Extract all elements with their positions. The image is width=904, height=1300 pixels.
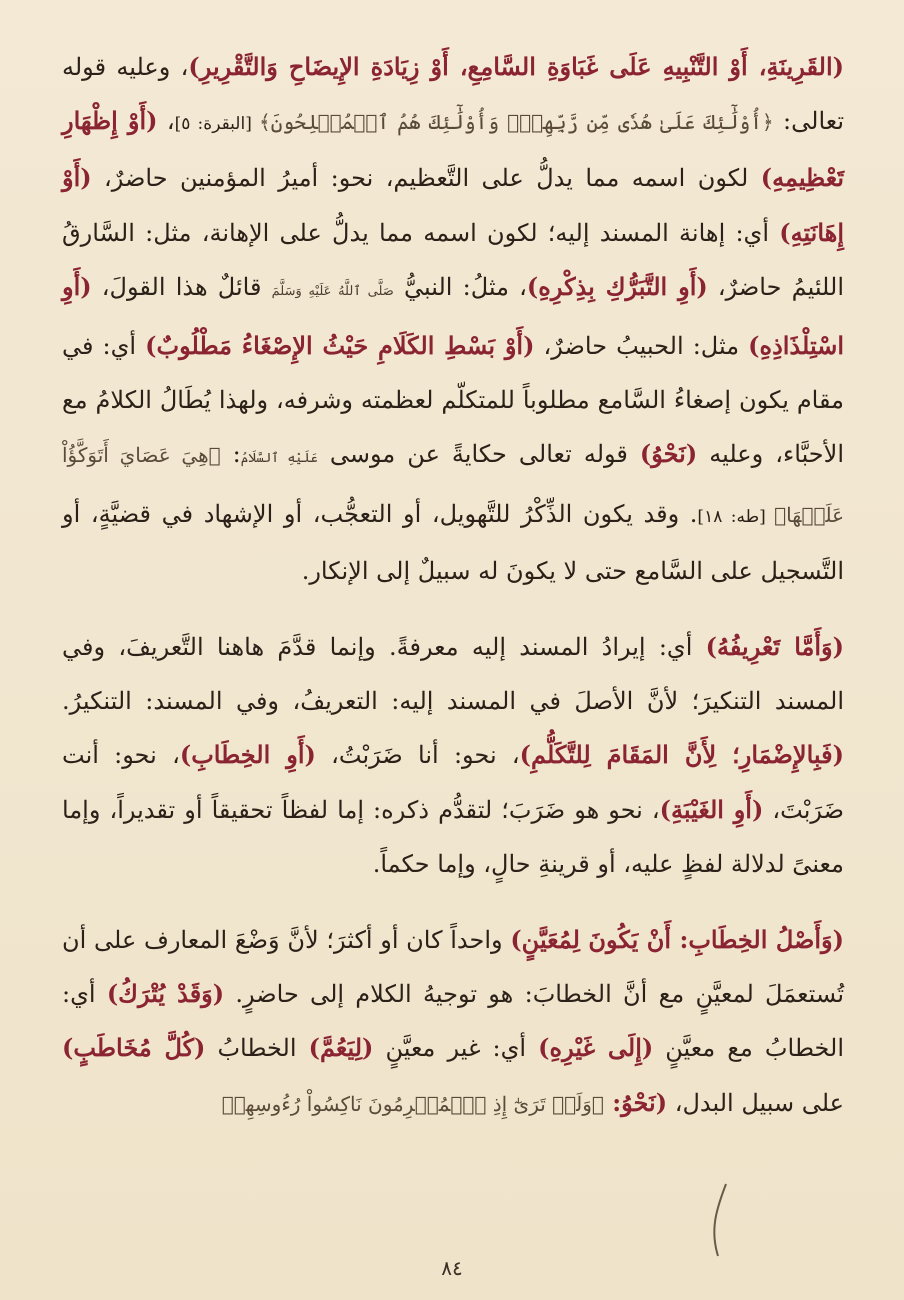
commentary-text: أي: الخطابُ مع معيَّنٍ: [62, 980, 844, 1063]
commentary-text: ،: [157, 107, 175, 136]
quran-verse: ﴿هِيَ عَصَايَ أَتَوَكَّؤُاْ عَلَيۡهَا﴾: [62, 443, 845, 527]
page-number: ٨٤: [441, 1256, 463, 1280]
quran-verse: ﴿وَلَوۡ تَرَىٰٓ إِذِ ٱلۡمُجۡرِمُونَ نَاكِسُواْ رُءُوسِهِمۡ: [221, 1091, 604, 1116]
matn-segment: (القَرِينَةِ، أَوْ التَّنْبِيهِ عَلَى غَبَاوَةِ السَّامِعِ، أَوْ زِيَادَةِ الإِيضَاحِ وَالتَّقْرِيرِ): [188, 52, 844, 81]
commentary-text: قوله تعالى حكايةً عن موسى: [317, 440, 640, 469]
matn-segment: (أَوِ الخِطَابِ): [179, 740, 316, 770]
commentary-text: واحداً كان أو أكثرَ؛ لأنَّ وَضْعَ المعارف على أن تُستعمَلَ لمعيَّنٍ مع أنَّ الخطابَ: هو توجيهُ الكلام إلى حاضرٍ.: [62, 926, 844, 1009]
matn-segment: (أَوِ اسْتِلْذَاذِهِ): [62, 271, 844, 361]
honorific-salam: عَلَيْهِ ٱلسَّلَامُ: [240, 451, 318, 467]
commentary-text: لكون اسمه مما يدلُّ على التَّعظيم، نحو: أميرُ المؤمنين حاضرٌ،: [91, 164, 761, 193]
paragraph-2: [62, 620, 844, 891]
commentary-text: :: [220, 440, 241, 469]
matn-segment: (نَحْوُ): [639, 439, 698, 469]
commentary-text: ، نحو: أنا ضَرَبْتُ،: [315, 741, 520, 770]
matn-segment: (وَأَصْلُ الخِطَابِ: أَنْ يَكُونَ لِمُعَيَّنٍ): [510, 925, 844, 955]
commentary-text: . وقد يكون الذِّكْرُ للتَّهويل، أو التعجُّب، أو الإشهاد في قضيَّةٍ، أو التَّسجيل على السَّامع حتى لا يكونَ له سبيلٌ إلى الإنكار.: [62, 499, 844, 585]
honorific-salawat: صَلَّى ٱللَّهُ عَلَيْهِ وَسَلَّمَ: [271, 283, 394, 299]
matn-segment: (أَوِ الغَيْبَةِ): [659, 794, 764, 824]
matn-segment: (نَحْوُ:: [603, 1087, 668, 1117]
commentary-text: ، نحو هو ضَرَبَ؛ لتقدُّم ذكره: إما لفظاً تحقيقاً أو تقديراً، وإما معنىً لدلالة لفظٍ عليه، أو قرينةِ حالٍ، وإما حكماً.: [62, 795, 844, 878]
matn-segment: (وَقَدْ يُتْرَكُ): [106, 979, 225, 1009]
matn-segment: (أَوْ إِهَانَتِهِ): [62, 163, 844, 247]
commentary-text: أي: إيرادُ المسند إليه معرفةً. وإنما قدَّمَ هاهنا التَّعريفَ، وفي المسند التنكيرَ؛ لأنَّ الأصلَ في المسند إليه: التعريفُ، وفي المسند: التنكيرُ.: [62, 633, 844, 716]
matn-segment: (فَبِالإِضْمَارِ؛ لِأَنَّ المَقَامَ لِلتَّكَلُّمِ): [519, 740, 844, 770]
page-text-body: [62, 40, 844, 1131]
matn-segment: (وَأَمَّا تَعْرِيفُهُ): [705, 632, 844, 662]
paragraph-3: [62, 913, 844, 1131]
quran-verse: ﴿أُوْلَٰٓئِكَ عَلَىٰ هُدٗى مِّن رَّبِّهِمۡۖ وَأُوْلَٰٓئِكَ هُمُ ٱلۡمُفۡلِحُونَ﴾: [259, 110, 774, 135]
commentary-text: ، مثلُ: النبيُّ: [393, 272, 527, 301]
commentary-text: على سبيل البدل،: [667, 1088, 844, 1117]
pen-mark-icon: [696, 1180, 736, 1260]
commentary-text: ، نحو: أنت ضَرَبْتَ،: [62, 741, 844, 824]
matn-segment: (أَوْ بَسْطِ الكَلَامِ حَيْثُ الإِصْغَاءُ مَطْلُوبٌ): [145, 331, 535, 361]
commentary-text: قائلٌ هذا القولَ،: [91, 272, 272, 301]
commentary-text: ، وعليه قوله تعالى:: [62, 53, 845, 136]
commentary-text: مثل: الحبيبُ حاضرٌ،: [534, 332, 749, 361]
paragraph-1: [62, 40, 844, 598]
verse-reference: [البقرة: ٥]: [174, 114, 260, 135]
matn-segment: (أَوِ التَّبَرُّكِ بِذِكْرِهِ): [526, 271, 708, 301]
matn-segment: (كُلَّ مُخَاطَبٍ): [62, 1033, 206, 1063]
commentary-text: أي: في مقام يكون إصغاءُ السَّامع مطلوباً للمتكلّم لعظمته وشرفه، ولهذا يُطَالُ الكلامُ مع الأحبَّاء، وعليه: [62, 332, 844, 469]
matn-segment: (أَوْ إِظْهَارِ تَعْظِيمِهِ): [62, 106, 845, 193]
commentary-text: الخطابُ: [205, 1034, 309, 1063]
commentary-text: أي: غير معيَّنٍ: [373, 1034, 539, 1063]
matn-segment: (لِيَعُمَّ): [308, 1033, 374, 1063]
matn-segment: (إِلَى غَيْرِهِ): [538, 1033, 654, 1063]
commentary-text: أي: إهانة المسند إليه؛ لكون اسمه مما يدلُّ على الإهانة، مثل: السَّارقُ اللئيمُ حاضرٌ،: [62, 218, 844, 301]
verse-reference: [طه: ١٨]: [697, 506, 775, 527]
